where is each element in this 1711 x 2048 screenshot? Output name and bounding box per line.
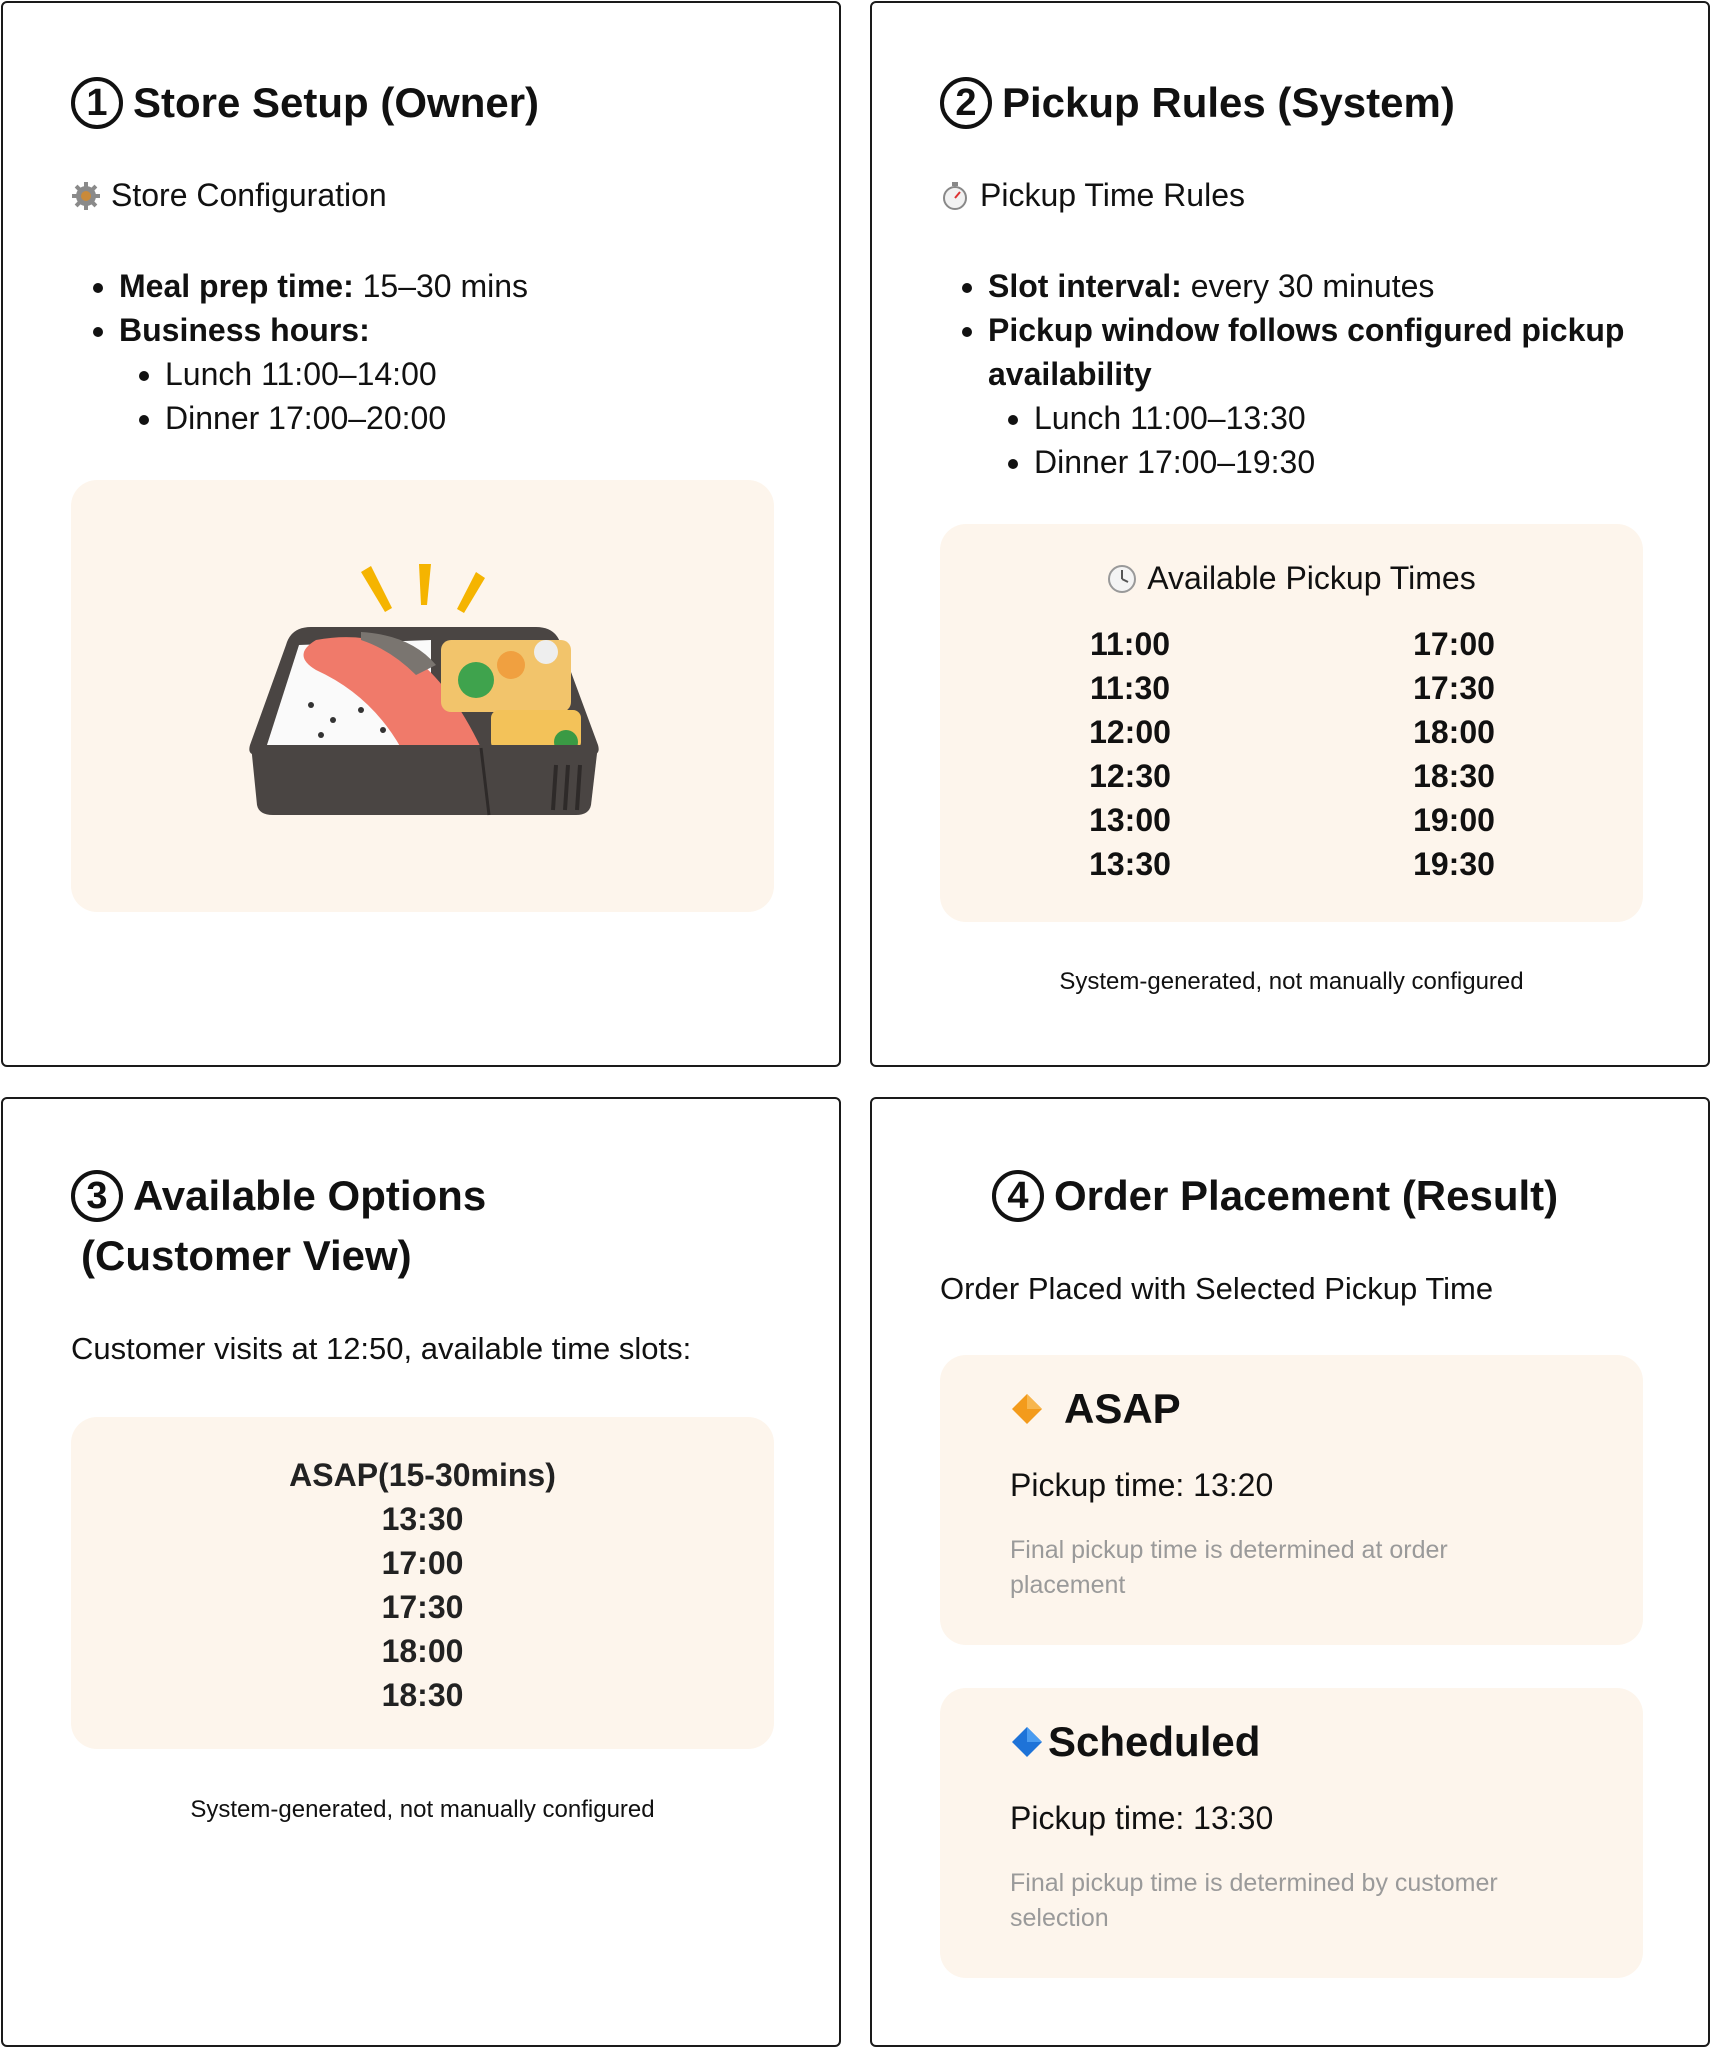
store-setup-title [71,73,539,133]
step-number-badge: 1 [71,77,123,129]
time-slot-option: ASAP(15-30mins) [289,1457,556,1493]
asap-pickup-time: Pickup time: 13:20 [1010,1467,1274,1503]
scheduled-title [1010,1718,1260,1766]
asap-title-text: ASAP [1064,1385,1181,1432]
store-setup-panel [1,1,841,1067]
time-slot-option: 13:30 [381,1501,464,1537]
time-slot: 13:30 [1089,846,1171,882]
asap-card [940,1355,1643,1645]
business-hours-item [119,308,528,440]
order-placed-intro: Order Placed with Selected Pickup Time [940,1271,1494,1306]
window-dinner: • Dinner 17:00–19:30 [1034,440,1688,484]
window-lunch: • Lunch 11:00–13:30 [1034,396,1688,440]
store-config-list [73,264,528,440]
system-generated-note: System-generated, not manually configured [190,1796,655,1823]
stopwatch-icon [940,181,970,211]
time-slot-option: 17:30 [381,1589,464,1625]
dinner-times-column [1374,622,1534,886]
time-slot: 12:30 [1089,758,1171,794]
available-options-title [71,1166,486,1286]
hours-dinner: • Dinner 17:00–20:00 [165,396,528,440]
step-number-badge: 2 [940,77,992,129]
orange-diamond-icon [1010,1392,1044,1426]
asap-title [1010,1385,1181,1433]
gear-icon [71,181,101,211]
panel-title-text: Order Placement (Result) [1054,1172,1559,1219]
order-placement-title [992,1166,1558,1226]
prep-time-item [119,264,528,308]
system-generated-note: System-generated, not manually configured [1059,968,1524,995]
step-number-badge: 3 [71,1170,123,1222]
blue-diamond-icon [1010,1725,1044,1759]
time-slot-option: 17:00 [381,1545,464,1581]
illustration-box [71,480,774,912]
time-slot: 12:00 [1089,714,1171,750]
pickup-window-label: Pickup window follows configured pickup availability [988,312,1625,392]
time-slot: 18:00 [1413,714,1495,750]
pickup-rules-list [942,264,1688,484]
bento-box-icon [71,480,774,912]
scheduled-pickup-time: Pickup time: 13:30 [1010,1800,1274,1836]
time-slot: 19:30 [1413,846,1495,882]
time-slot: 17:30 [1413,670,1495,706]
pickup-rules-panel [870,1,1710,1067]
step-number-badge: 4 [992,1170,1044,1222]
time-slot: 18:30 [1413,758,1495,794]
asap-note: Final pickup time is determined at order placement [1010,1536,1448,1599]
available-times-box [940,524,1643,922]
panel-title-text: Store Setup (Owner) [133,79,540,126]
order-placement-panel [870,1097,1710,2047]
time-slot-option: 18:30 [381,1677,464,1713]
clock-icon [1107,564,1137,594]
available-times-title: Available Pickup Times [1147,560,1476,596]
subheading-text: Store Configuration [111,177,387,213]
time-slot-option: 18:00 [381,1633,464,1669]
subheading-text: Pickup Time Rules [980,177,1245,213]
time-slot-options [71,1453,774,1717]
time-slot: 13:00 [1089,802,1171,838]
business-hours-label: Business hours: [119,312,370,348]
slot-interval-item [988,264,1688,308]
scheduled-note: Final pickup time is determined by customer selection [1010,1869,1498,1932]
slot-interval-value: every 30 minutes [1181,268,1435,304]
scheduled-card [940,1688,1643,1978]
time-slot: 19:00 [1413,802,1495,838]
panel-title-subtext: (Customer View) [81,1232,412,1279]
scheduled-title-text: Scheduled [1048,1718,1261,1765]
time-slot: 11:30 [1089,670,1171,706]
customer-visit-intro: Customer visits at 12:50, available time slots: [71,1331,692,1366]
time-slot: 11:00 [1089,626,1171,662]
panel-title-text: Pickup Rules (System) [1002,79,1455,126]
hours-lunch: • Lunch 11:00–14:00 [165,352,528,396]
panel-title-text: Available Options [133,1172,487,1219]
store-configuration-subheading [71,177,387,214]
slot-interval-label: Slot interval: [988,268,1182,304]
available-options-panel [1,1097,841,2047]
lunch-times-column [1050,622,1210,886]
prep-time-value: 15–30 mins [353,268,529,304]
pickup-window-item [988,308,1688,484]
available-times-heading [940,560,1643,597]
time-slot: 17:00 [1413,626,1495,662]
pickup-rules-title [940,73,1455,133]
prep-time-label: Meal prep time: [119,268,354,304]
time-slots-box [71,1417,774,1749]
pickup-time-rules-subheading [940,177,1245,214]
